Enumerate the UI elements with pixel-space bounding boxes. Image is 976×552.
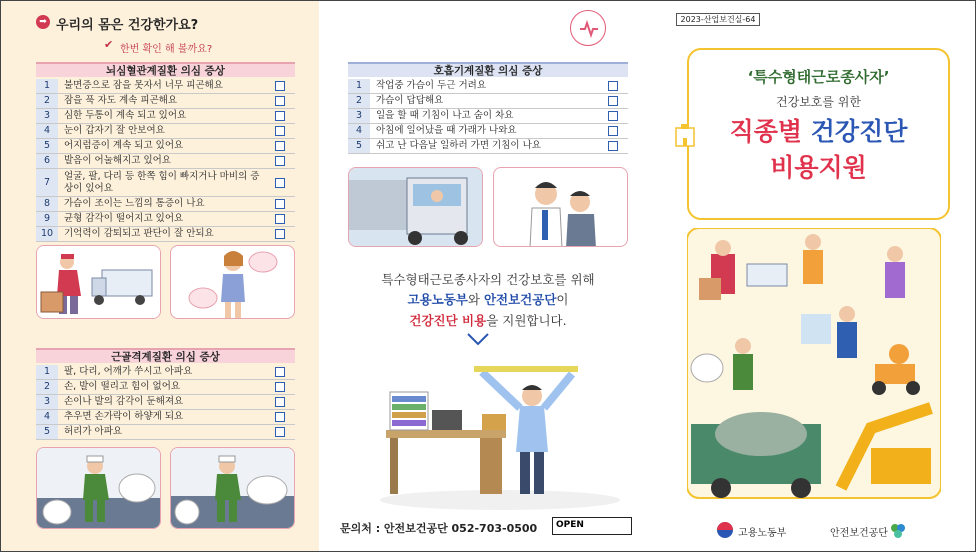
row-number: 4: [348, 124, 370, 138]
support-line2: [338, 290, 638, 308]
symptom-text: 쉬고 난 다음날 일하러 가면 기침이 나요: [376, 140, 541, 151]
symptom-checkbox[interactable]: [275, 229, 285, 239]
conj-text: 와: [467, 292, 484, 307]
moel-logo-text: 고용노동부: [738, 528, 787, 539]
symptom-checkbox[interactable]: [275, 178, 285, 188]
checklist-row: [36, 94, 295, 109]
row-number: 5: [36, 139, 58, 153]
org-moel: 고용노동부: [407, 292, 468, 307]
row-number: 6: [36, 154, 58, 168]
truck-cab-illustration: [348, 167, 483, 247]
symptom-text: 가슴이 조이는 느낌의 통증이 나요: [64, 198, 205, 209]
dizzy-woman-illustration: [170, 245, 295, 319]
symptom-text: 일을 할 때 기침이 나고 숨이 차요: [376, 110, 514, 121]
cardio-section-title: 뇌심혈관계질환 의심 증상: [36, 62, 295, 77]
symptom-checkbox[interactable]: [275, 141, 285, 151]
cover-title-job: 직종별: [729, 117, 811, 146]
row-number: 5: [36, 425, 58, 439]
symptom-text: 불면증으로 잠을 못자서 너무 피곤해요: [64, 80, 223, 91]
symptom-checkbox[interactable]: [275, 427, 285, 437]
row-number: 4: [36, 410, 58, 424]
kosha-logo-text: 안전보건공단: [830, 528, 888, 539]
symptom-text: 균형 감각이 떨어지고 있어요: [64, 213, 184, 224]
checklist-row: [36, 365, 295, 380]
contact-info: 문의처 : 안전보건공단 052-703-0500: [340, 522, 538, 535]
suffix-text: 이: [556, 292, 569, 307]
checklist-row: [36, 154, 295, 169]
checklist-row: [36, 227, 295, 242]
row-number: 8: [36, 197, 58, 211]
workers-collage-illustration: [651, 228, 975, 508]
symptom-text: 잠을 푹 자도 계속 피곤해요: [64, 95, 178, 106]
symptom-checkbox[interactable]: [275, 126, 285, 136]
checklist-row: [36, 139, 295, 154]
document-code: 2023-산업보건실-64: [676, 13, 760, 26]
cover-title-line1: ‘특수형태근로종사자’: [747, 68, 890, 86]
symptom-checkbox[interactable]: [275, 382, 285, 392]
symptom-text: 가슴이 답답해요: [376, 95, 444, 106]
cover-title-line3: [687, 112, 950, 148]
checklist-row: [36, 410, 295, 425]
kosha-logo-icon: [889, 522, 907, 540]
row-number: 5: [348, 139, 370, 153]
support-line3: [338, 311, 638, 329]
symptom-checkbox[interactable]: [275, 412, 285, 422]
stretching-office-worker-illustration: [372, 352, 622, 512]
symptom-text: 심한 두통이 계속 되고 있어요: [64, 110, 187, 121]
symptom-text: 허리가 아파요: [64, 426, 123, 437]
symptom-text: 팔, 다리, 어깨가 쑤시고 아파요: [64, 366, 193, 377]
checklist-row: [348, 124, 628, 139]
row-number: 2: [36, 380, 58, 394]
checklist-row: [36, 79, 295, 94]
symptom-checkbox[interactable]: [275, 367, 285, 377]
checklist-row: [36, 425, 295, 440]
symptom-checkbox[interactable]: [275, 199, 285, 209]
checklist-row: [36, 395, 295, 410]
row-number: 1: [36, 79, 58, 93]
cardio-list: [36, 79, 295, 242]
checklist-row: [36, 197, 295, 212]
row-number: 1: [348, 79, 370, 93]
checklist-title: 우리의 몸은 건강한가요?: [56, 18, 199, 33]
moel-logo-icon: [716, 521, 734, 539]
support-suffix: 을 지원합니다.: [486, 313, 567, 328]
arrow-icon: ➡: [36, 15, 50, 29]
check-icon: ✔: [104, 38, 114, 51]
checklist-row: [348, 79, 628, 94]
cover-title-line2: 건강보호를 위한: [776, 95, 861, 109]
musculo-list: [36, 365, 295, 440]
checklist-row: [348, 109, 628, 124]
waste-worker-illustration: [36, 447, 161, 529]
symptom-checkbox[interactable]: [608, 96, 618, 106]
health-search-icon: [570, 10, 606, 46]
cost-highlight: 건강진단 비용: [409, 313, 487, 328]
org-kosha: 안전보건공단: [483, 292, 557, 307]
symptom-checkbox[interactable]: [275, 111, 285, 121]
row-number: 2: [348, 94, 370, 108]
symptom-checkbox[interactable]: [608, 111, 618, 121]
building-icon: [672, 122, 698, 148]
chevron-down-icon: [466, 332, 490, 346]
checklist-subtitle: 한번 확인 해 볼까요?: [120, 44, 213, 55]
row-number: 10: [36, 227, 58, 241]
symptom-text: 눈이 갑자기 잘 안보여요: [64, 125, 165, 136]
symptom-text: 발음이 어눌해지고 있어요: [64, 155, 171, 166]
symptom-text: 작업중 가슴이 두근 거려요: [376, 80, 487, 91]
symptom-checkbox[interactable]: [275, 156, 285, 166]
row-number: 3: [36, 395, 58, 409]
checklist-row: [36, 109, 295, 124]
checklist-row: [348, 94, 628, 109]
row-number: 3: [36, 109, 58, 123]
row-number: 9: [36, 212, 58, 226]
checklist-row: [36, 124, 295, 139]
symptom-text: 기억력이 감퇴되고 판단이 잘 안되요: [64, 228, 214, 239]
row-number: 7: [36, 169, 58, 196]
respiratory-section-title: 호흡기계질환 의심 증상: [348, 62, 628, 77]
symptom-checkbox[interactable]: [608, 141, 618, 151]
truck-driver-illustration: [36, 245, 161, 319]
open-license-badge: OPEN: [552, 517, 632, 535]
musculo-section-title: 근골격계질환 의심 증상: [36, 348, 295, 363]
checklist-row: [36, 169, 295, 197]
row-number: 4: [36, 124, 58, 138]
respiratory-list: [348, 79, 628, 154]
symptom-checkbox[interactable]: [275, 397, 285, 407]
support-line1: 특수형태근로종사자의 건강보호를 위해: [381, 272, 595, 287]
row-number: 2: [36, 94, 58, 108]
symptom-checkbox[interactable]: [608, 126, 618, 136]
cover-title-exam: 건강진단: [810, 117, 908, 146]
symptom-text: 어지럼증이 계속 되고 있어요: [64, 140, 184, 151]
checklist-row: [348, 139, 628, 154]
checklist-row: [36, 380, 295, 395]
coughing-workers-illustration: [493, 167, 628, 247]
row-number: 1: [36, 365, 58, 379]
symptom-checkbox[interactable]: [275, 214, 285, 224]
row-number: 3: [348, 109, 370, 123]
symptom-text: 얼굴, 팔, 다리 등 한쪽 힘이 빠지거나 마비의 증상이 있어요: [64, 170, 260, 194]
symptom-text: 손이나 발의 감각이 둔해져요: [64, 396, 184, 407]
waste-loader-illustration: [170, 447, 295, 529]
symptom-text: 아침에 일어났을 때 가래가 나와요: [376, 125, 517, 136]
cover-title-line4: 비용지원: [770, 153, 867, 182]
symptom-checkbox[interactable]: [275, 81, 285, 91]
symptom-checkbox[interactable]: [608, 81, 618, 91]
symptom-checkbox[interactable]: [275, 96, 285, 106]
checklist-row: [36, 212, 295, 227]
symptom-text: 추우면 손가락이 하얗게 되요: [64, 411, 184, 422]
symptom-text: 손, 발이 떨리고 힘이 없어요: [64, 381, 181, 392]
